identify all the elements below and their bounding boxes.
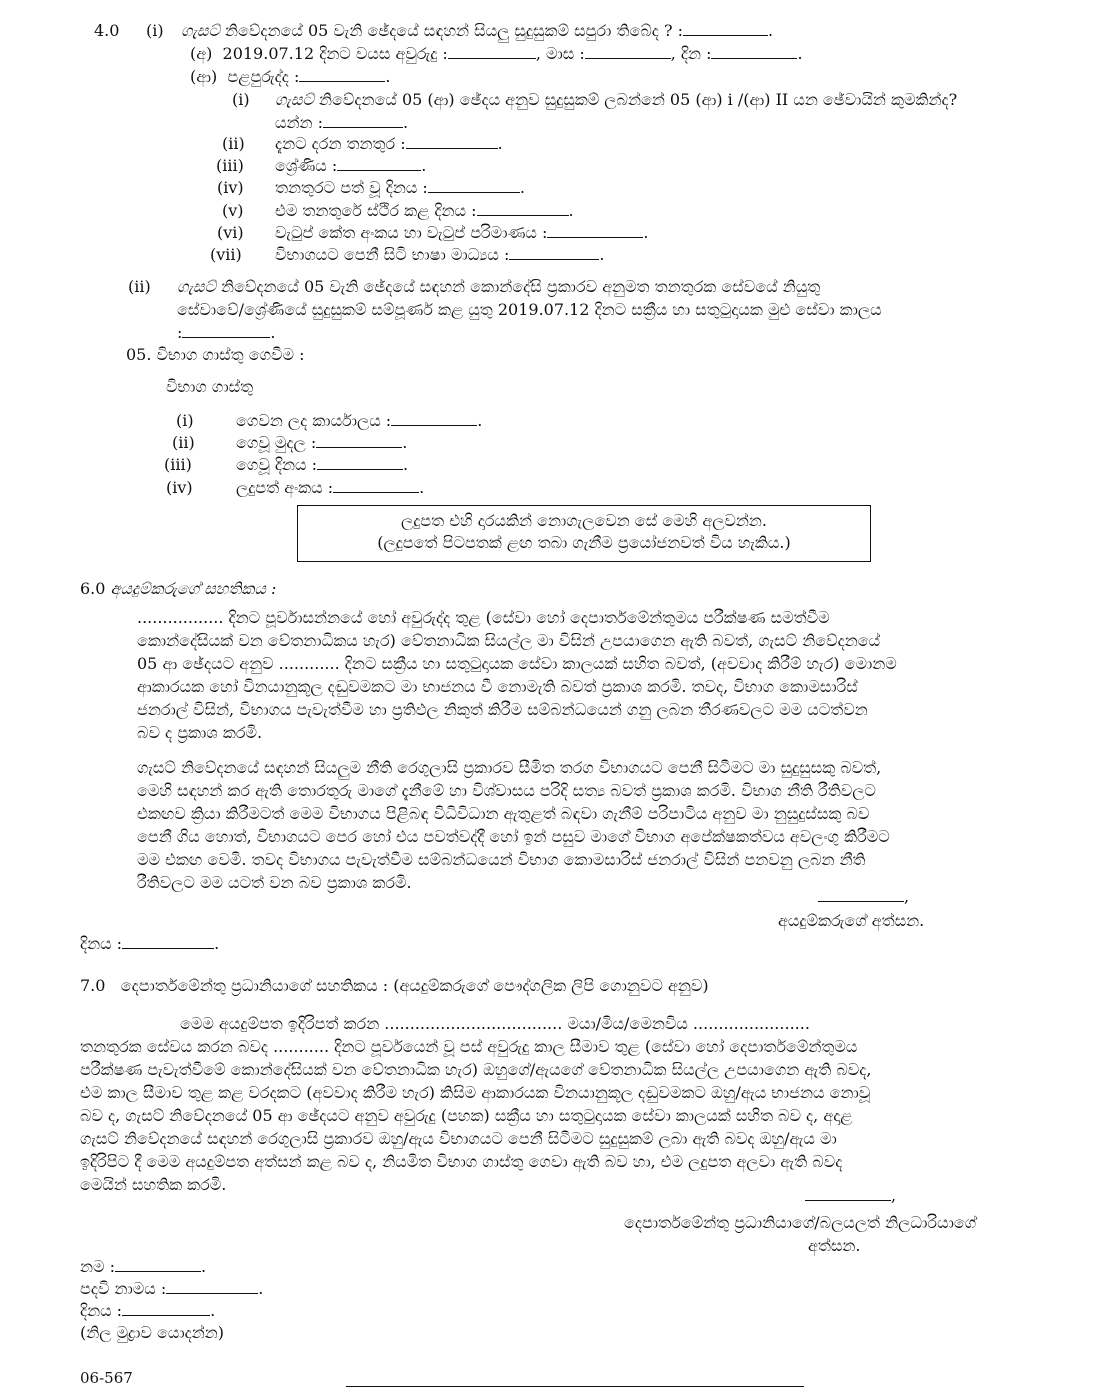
applicant-signature-line[interactable] [818, 886, 909, 908]
bottom-rule [346, 1386, 804, 1387]
fee-amount-label: ගෙවූ මුදල : [236, 433, 317, 452]
applicant-declaration-p2-l3: එකඟව ක්‍රියා කිරීමටත් මෙම විභාගය පිළිබඳ විධිවිධාන ඇතුළත් බඳවා ගැනීම් පරිපාටිය අනුව මා නුසුදුස්සකු බව [137, 804, 870, 823]
applicant-date-blank[interactable] [122, 934, 214, 949]
exam-fee-subheading: විභාග ගාස්තු [166, 377, 254, 396]
fee-iii-number: (iii) [164, 455, 192, 474]
applicant-date-label: දිනය : [80, 934, 123, 953]
fee-office-line: ගෙවන ලද කාර්යාලය : . [236, 411, 483, 430]
receipt-paste-box[interactable] [297, 505, 871, 562]
section-6-number: 6.0 [80, 579, 106, 598]
section-7-heading [80, 975, 709, 997]
hod-cert-line-6: ගැසට් නිවේදනයේ සඳහන් රෙගුලාසි ප්‍රකාරව ඔහු/ඇය විභාගයට පෙනී සිටීමට සුදුසුකම් ලබා ඇති බවද ඔහු/ඇය මා [80, 1129, 837, 1148]
sub-v-answer-line[interactable] [477, 201, 569, 216]
q1-body: නිවේදනයේ 05 වැනි ඡේදයේ සඳහන් සියලු සුදුසුකම් සපුරා තිබේද ? : [219, 21, 684, 40]
applicant-signature-blank[interactable] [818, 887, 904, 902]
official-seal-note: (නිල මුද්‍රාව යොදන්න) [80, 1323, 224, 1342]
fee-amount-line: ගෙවූ මුදල : . [236, 433, 408, 452]
sub-vii-label: විභාගයට පෙනී සිටි භාෂා මාධ්‍යය : [275, 245, 510, 264]
sub-i-answer-line[interactable] [323, 113, 403, 128]
sub-i-text [275, 89, 957, 111]
fee-ii-number: (ii) [172, 433, 195, 452]
hod-signature-line[interactable] [805, 1185, 896, 1207]
age-days-line[interactable] [711, 44, 797, 59]
hod-name-blank[interactable] [115, 1257, 201, 1272]
sub-iii-label: ශ්‍රේණිය : [275, 156, 338, 175]
applicant-declaration-p1-l3: 05 ආ ඡේදයට අනුව ............ දිනට සක්‍රීය හා සතුටුදායක සේවා කාලයක් සහිත බවත්, (අවවාද කිරීම් හැර) මොනම [137, 654, 897, 673]
experience-line: (ආ) පළපුරුද්ද : . [190, 67, 391, 86]
hod-cert-line-1: මෙම අයදුම්පත ඉදිරිපත් කරන ................................... මයා/මිය/මෙනවිය ....................... [180, 1014, 810, 1033]
applicant-date-line: දිනය : . [80, 934, 220, 953]
q2-line-2: සේවාවේ/ශ්‍රේණියේ සුදුසුකම් සම්පූර්ණ කළ යුතු 2019.07.12 දිනට සක්‍රීය හා සතුටුදායක මුළු සේවා කාලය [177, 300, 882, 319]
hod-cert-line-8: මෙයින් සහතික කරමි. [80, 1175, 227, 1194]
hod-cert-line-7: ඉදිරිපිට දී මෙම අයදුම්පත අත්සන් කළ බව ද, නියමිත විභාග ගාස්තු ගෙවා ඇති බව හා, එම ලදුපත අලවා ඇති බවද [80, 1152, 843, 1171]
hod-signature-comma: , [891, 1186, 897, 1205]
fee-office-label: ගෙවන ලද කාර්යාලය : [236, 411, 392, 430]
age-months-label: , මාස : [535, 44, 585, 63]
applicant-declaration-p2-l6: රීතිවලට මම යටත් වන බව ප්‍රකාශ කරමි. [137, 873, 412, 892]
hod-cert-line-2: තනතුරක සේවය කරන බවද ........... දිනට පූර්වයෙන් වූ පස් අවුරුදු කාල සීමාව තුළ (සේවා හෝ දෙපාර්තමේන්තුමය [80, 1037, 858, 1056]
sub-ii-number: (ii) [222, 134, 245, 153]
sub-vii-answer-line[interactable] [509, 245, 599, 260]
sub-ii-text: දැනට දරන තනතුර : . [275, 134, 503, 153]
section-7-title: දෙපාර්තමේන්තු ප්‍රධානියාගේ සහතිකය : (අයදුම්කරුගේ පෞද්ගලික ලිපි ගොනුවට අනුව) [120, 976, 709, 995]
applicant-declaration-p1-l4: ආකාරයක හෝ විනයානුකූල දඬුවමකට මා භාජනය වී නොමැති බවත් ප්‍රකාශ කරමි. තවද, විභාග කොමසාරිස් [137, 677, 858, 696]
applicant-declaration-p2-l4: පෙනී ගිය හොත්, විභාගයට පෙර හෝ එය පවත්වද්දී හෝ ඉන් පසුව මාගේ විභාග අපේක්ෂකත්වය අවලංගු කිරීමට [137, 827, 890, 846]
applicant-declaration-p1-l2: කොන්දේසියක් වන වේතනාධිකය හැර) වේතනාධික සියල්ල මා විසින් උපයාගෙන ඇති බවත්, ගැසට් නිවේදනයේ [137, 631, 881, 650]
sub-iii-answer-line[interactable] [337, 156, 421, 171]
sub-iii-number: (iii) [216, 156, 244, 175]
applicant-declaration-p1-l5: ජනරාල් විසින්, විභාගය පැවැත්වීම හා ප්‍රතිඵල නිකුත් කිරීම සම්බන්ධයෙන් ගනු ලබන තීරණවලට මම යටත්වන [137, 700, 868, 719]
hod-title-label: පදවි නාමය : [80, 1279, 167, 1298]
sub-v-text: එම තනතුරේ ස්ථිර කළ දිනය : . [275, 201, 574, 220]
sub-vii-text: විභාගයට පෙනී සිටි භාෂා මාධ්‍යය : . [275, 245, 605, 264]
hod-cert-line-5: බව ද, ගැසට් නිවේදනයේ 05 ආ ඡේදයට අනුව අවුරුදු (පහක) සක්‍රීය හා සතුටුදායක සේවා කාලයක් සහිත බව ද, අදාළ [80, 1106, 853, 1125]
gazette-word: ගැසට් [275, 90, 314, 109]
age-text: 2019.07.12 දිනට වයස අවුරුදු : [222, 44, 448, 63]
age-line: (අ) 2019.07.12 දිනට වයස අවුරුදු : , මාස : , දින : . [190, 44, 803, 63]
applicant-declaration-p2-l1: ගැසට් නිවේදනයේ සඳහන් සියලුම නීති රෙගුලාසි ප්‍රකාරව සීමිත තරග විභාගයට පෙනී සිටීමට මා සුදුසුසකු බවත්, [137, 758, 882, 777]
applicant-declaration-p1-l1: ................. දිනට පූර්වාසන්නයේ හෝ අවුරුද්ද තුළ (සේවා හෝ දෙපාර්තමේන්තුමය පරීක්ෂණ සමත්වීම [137, 608, 830, 627]
sub-iv-number: (iv) [217, 178, 244, 197]
sub-vii-number: (vii) [210, 245, 242, 264]
footer-code: 06-567 [80, 1369, 133, 1387]
hod-title-blank[interactable] [166, 1279, 258, 1294]
receipt-number-label: ලදුපත් අංකය : [236, 478, 334, 497]
section-6-title: අයදුම්කරුගේ සහතිකය : [110, 579, 277, 598]
sub-v-number: (v) [222, 201, 244, 220]
sub-ii-label: දැනට දරන තනතුර : [275, 134, 406, 153]
sub-i-cont-label: යන්න : [275, 113, 323, 132]
fee-i-number: (i) [176, 411, 194, 430]
applicant-declaration-p2-l2: මෙහි සඳහන් කර ඇති තොරතුරු මාගේ දැනීමේ හා විශ්වාසය පරිදි සත්‍ය බවත් ප්‍රකාශ කරමි. විභාග නීති රීතිවලට [137, 781, 876, 800]
sub-iv-answer-line[interactable] [428, 178, 520, 193]
hod-date-line: දිනය : . [80, 1301, 216, 1320]
age-label: (අ) [190, 44, 213, 63]
hod-signature-label-2: අත්සන. [808, 1236, 861, 1255]
q1-number: (i) [146, 21, 164, 40]
receipt-box-line-2: (ලදුපතේ පිටපතක් ළඟ තබා ගැනීම ප්‍රයෝජනවත් විය හැකිය.) [377, 533, 791, 552]
fee-office-blank[interactable] [391, 411, 477, 426]
sub-vi-answer-line[interactable] [547, 223, 643, 238]
applicant-declaration-p1-l6: බව ද ප්‍රකාශ කරමි. [137, 723, 263, 742]
fee-iv-number: (iv) [166, 478, 193, 497]
sub-i-body: නිවේදනයේ 05 (ආ) ඡේදය අනුව සුදුසුකම් ලබන්නේ 05 (ආ) i /(ආ) II යන ඡේවායින් කුමකින්ද? [313, 90, 958, 109]
age-years-line[interactable] [448, 44, 536, 59]
section-7-number: 7.0 [80, 976, 106, 995]
applicant-declaration-p2-l5: මම එකඟ වෙමි. තවද විභාගය පැවැත්වීම සම්බන්ධයෙන් විභාග කොමසාරිස් ජනරාල් විසින් පනවනු ලබන නීති [137, 850, 866, 869]
q2-line-3: : . [177, 323, 276, 342]
hod-name-line: නම : . [80, 1257, 207, 1276]
hod-title-line: පදවි නාමය : . [80, 1279, 264, 1298]
sub-vi-label: වැටුප් කේත අංකය හා වැටුප් පරිමාණය : [275, 223, 548, 242]
fee-date-line: ගෙවූ දිනය : . [236, 455, 409, 474]
receipt-box-line-1: ලදුපත එහි දාරයකින් නොගැලවෙන සේ මෙහි අලවන්න. [400, 511, 768, 530]
sub-i-number: (i) [232, 90, 250, 109]
section-5-heading: 05. විභාග ගාස්තු ගෙවීම : [126, 345, 305, 364]
gazette-word: ගැසට් [177, 277, 216, 296]
applicant-signature-label: අයදුම්කරුගේ අත්සන. [778, 911, 925, 930]
q2-line-1 [177, 276, 1088, 298]
receipt-number-line: ලදුපත් අංකය : . [236, 478, 425, 497]
hod-cert-line-4: එම කාල සීමාව තුළ කළ වරදකට (අවවාද කිරීම හැර) කිසිම ආකාරයක විනයානුකූල දඬුවමකට ඔහු/ඇය භාජනය නොවූ [80, 1083, 871, 1102]
hod-date-label: දිනය : [80, 1301, 123, 1320]
q1-answer-line[interactable] [683, 21, 768, 36]
experience-line-blank[interactable] [299, 67, 385, 82]
age-months-line[interactable] [585, 44, 671, 59]
sub-ii-answer-line[interactable] [406, 134, 498, 149]
sub-vi-text: වැටුප් කේත අංකය හා වැටුප් පරිමාණය : . [275, 223, 649, 242]
signature-comma: , [904, 887, 910, 906]
q1-text: ගැසට් නිවේදනයේ 05 වැනි ඡේදයේ සඳහන් සියලු සුදුසුකම් සපුරා තිබේද ? : . [181, 21, 774, 40]
hod-date-blank[interactable] [122, 1301, 210, 1316]
sub-iv-label: තනතුරට පත් වූ දිනය : [275, 178, 428, 197]
section-4-number: 4.0 [94, 21, 120, 40]
sub-i-continuation: යන්න : . [275, 113, 409, 132]
sub-iii-text: ශ්‍රේණිය : . [275, 156, 427, 175]
q2-line-1-text: නිවේදනයේ 05 වැනි ඡේදයේ සඳහන් කොන්දේසි ප්‍රකාරව අනුමත තනතුරක සේවයේ නියුතු [215, 277, 821, 296]
experience-label: පළපුරුද්ද : [227, 67, 300, 86]
receipt-number-blank[interactable] [333, 478, 419, 493]
sub-iv-text: තනතුරට පත් වූ දිනය : . [275, 178, 525, 197]
hod-signature-label-1: දෙපාර්තමේන්තු ප්‍රධානියාගේ/බලයලත් නිලධාරියාගේ [624, 1213, 977, 1232]
hod-cert-line-3: පරීක්ෂණ පැවැත්වීමේ කොන්දේසියක් වන වේතනාධික හැර) ඔහුගේ/ඇයගේ වේතනාධික සියල්ල උපයාගෙන ඇති බවද, [80, 1060, 872, 1079]
experience-label-num: (ආ) [190, 67, 218, 86]
hod-signature-blank[interactable] [805, 1186, 891, 1201]
hod-name-label: නම : [80, 1257, 115, 1276]
sub-v-label: එම තනතුරේ ස්ථිර කළ දිනය : [275, 201, 477, 220]
q2-number: (ii) [128, 277, 151, 296]
age-days-label: , දින : [670, 44, 712, 63]
fee-date-blank[interactable] [317, 455, 403, 470]
q2-answer-line[interactable] [182, 323, 270, 338]
q2-colon: : [177, 323, 183, 342]
gazette-word: ගැසට් [181, 21, 220, 40]
section-6-heading [80, 578, 276, 600]
fee-amount-blank[interactable] [316, 433, 402, 448]
fee-date-label: ගෙවූ දිනය : [236, 455, 318, 474]
sub-vi-number: (vi) [217, 223, 244, 242]
